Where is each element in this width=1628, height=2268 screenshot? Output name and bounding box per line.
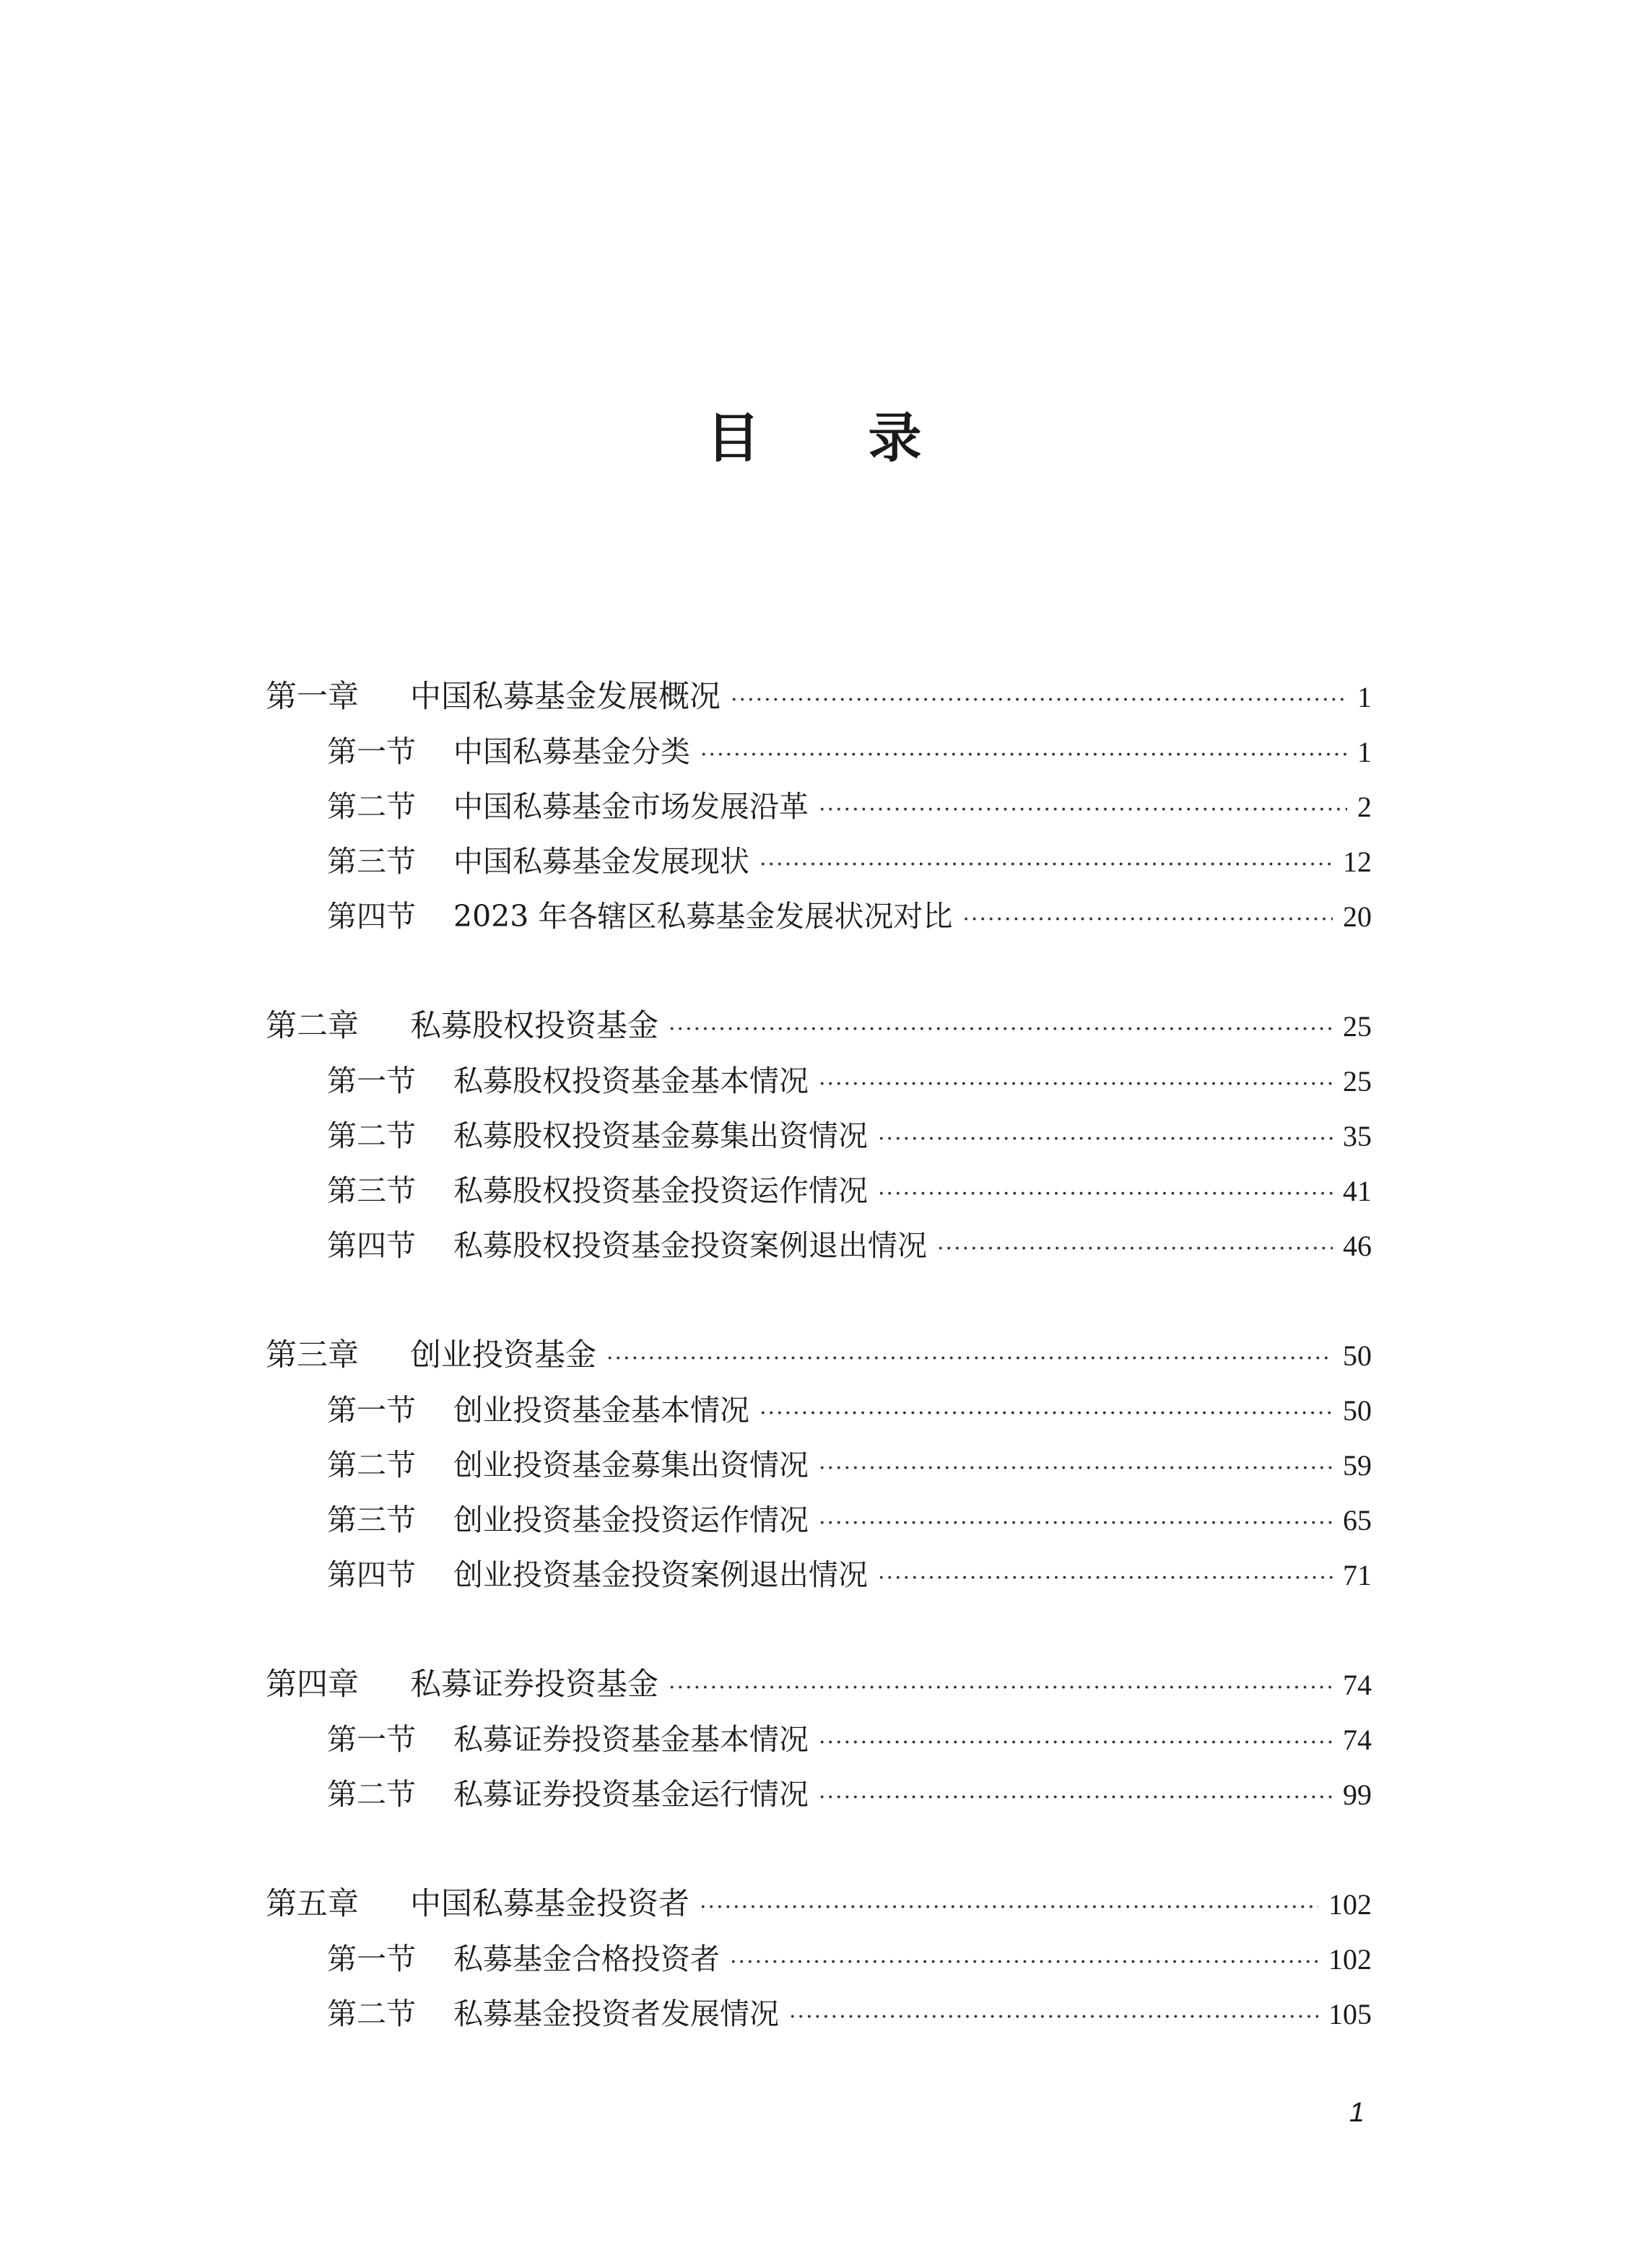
dot-leader xyxy=(819,1447,1333,1490)
dot-leader xyxy=(962,898,1333,942)
section-label: 第三节 xyxy=(327,1503,416,1537)
dot-leader xyxy=(819,1721,1333,1765)
page-ref: 102 xyxy=(1328,1943,1372,1976)
toc-section-entry[interactable] xyxy=(327,1114,1372,1157)
dot-leader xyxy=(878,1173,1333,1216)
section-title: 中国私募基金发展现状 xyxy=(453,844,749,879)
dot-leader xyxy=(937,1228,1333,1271)
dot-leader xyxy=(700,734,1347,777)
chapter-title: 私募股权投资基金 xyxy=(410,1008,658,1044)
page-ref: 41 xyxy=(1343,1175,1372,1207)
page-ref: 50 xyxy=(1343,1339,1372,1372)
toc-section-entry[interactable] xyxy=(327,1992,1372,2035)
page-ref: 74 xyxy=(1343,1724,1372,1756)
section-label: 第二节 xyxy=(327,1448,416,1482)
chapter-label: 第二章 xyxy=(266,1008,359,1044)
toc-section-entry[interactable] xyxy=(327,1443,1372,1487)
section-title: 创业投资基金投资案例退出情况 xyxy=(453,1557,868,1592)
page-ref: 12 xyxy=(1343,846,1372,878)
page-ref: 102 xyxy=(1328,1888,1372,1921)
page-ref: 50 xyxy=(1343,1394,1372,1427)
page-ref: 99 xyxy=(1343,1778,1372,1811)
section-label: 第一节 xyxy=(327,734,416,769)
page-ref: 1 xyxy=(1357,736,1372,768)
dot-leader xyxy=(878,1118,1333,1161)
section-label: 第二节 xyxy=(327,1118,416,1153)
section-label: 第二节 xyxy=(327,789,416,824)
dot-leader xyxy=(878,1557,1333,1600)
chapter-label: 第三章 xyxy=(266,1337,359,1373)
page-ref: 2 xyxy=(1357,791,1372,823)
title-char-1: 目 xyxy=(706,407,760,469)
page-ref: 59 xyxy=(1343,1449,1372,1482)
section-label: 第一节 xyxy=(327,1942,416,1976)
dot-leader xyxy=(606,1337,1333,1381)
toc-chapter-entry[interactable] xyxy=(266,1882,1372,1926)
toc-section-entry[interactable] xyxy=(327,840,1372,883)
toc-section-entry[interactable] xyxy=(327,895,1372,938)
dot-leader xyxy=(789,1996,1318,2039)
section-title: 私募证券投资基金运行情况 xyxy=(453,1777,809,1812)
section-title: 中国私募基金市场发展沿革 xyxy=(453,789,809,824)
page-ref: 20 xyxy=(1343,900,1372,933)
section-label: 第一节 xyxy=(327,1722,416,1757)
chapter-label: 第五章 xyxy=(266,1886,359,1922)
chapter-title: 中国私募基金投资者 xyxy=(410,1886,689,1922)
toc-section-entry[interactable] xyxy=(327,785,1372,828)
chapter-label: 第一章 xyxy=(266,679,359,715)
page-ref: 1 xyxy=(1357,681,1372,713)
page-ref: 74 xyxy=(1343,1669,1372,1701)
toc-section-entry[interactable] xyxy=(327,1937,1372,1981)
toc-section-entry[interactable] xyxy=(327,1773,1372,1816)
section-title: 创业投资基金基本情况 xyxy=(453,1393,749,1428)
page-title xyxy=(0,407,1628,469)
dot-leader xyxy=(819,788,1347,832)
section-label: 第一节 xyxy=(327,1393,416,1428)
toc-chapter-entry[interactable] xyxy=(266,1334,1372,1377)
toc-chapter-entry[interactable] xyxy=(266,675,1372,718)
section-label: 第四节 xyxy=(327,1557,416,1592)
section-title: 私募基金合格投资者 xyxy=(453,1942,720,1976)
toc-section-entry[interactable] xyxy=(327,1718,1372,1761)
toc-chapter-entry[interactable] xyxy=(266,1663,1372,1706)
section-label: 第三节 xyxy=(327,844,416,879)
section-label: 第四节 xyxy=(327,899,416,934)
dot-leader xyxy=(731,679,1347,722)
toc-section-entry[interactable] xyxy=(327,1059,1372,1103)
toc-section-entry[interactable] xyxy=(327,1389,1372,1432)
section-label: 第三节 xyxy=(327,1173,416,1208)
dot-leader xyxy=(669,1008,1333,1051)
chapter-title: 中国私募基金发展概况 xyxy=(410,679,721,715)
toc-section-entry[interactable] xyxy=(327,1169,1372,1212)
section-label: 第二节 xyxy=(327,1777,416,1812)
section-title: 2023 年各辖区私募基金发展状况对比 xyxy=(453,899,953,934)
section-title: 私募证券投资基金基本情况 xyxy=(453,1722,809,1757)
title-char-2: 录 xyxy=(868,407,922,469)
dot-leader xyxy=(759,1392,1333,1435)
page-ref: 65 xyxy=(1343,1504,1372,1537)
dot-leader xyxy=(700,1886,1318,1929)
dot-leader xyxy=(819,1063,1333,1106)
page-number: 1 xyxy=(1349,2098,1364,2128)
chapter-label: 第四章 xyxy=(266,1667,359,1703)
toc-section-entry[interactable] xyxy=(327,1224,1372,1267)
page-ref: 35 xyxy=(1343,1120,1372,1152)
page-ref: 25 xyxy=(1343,1065,1372,1098)
section-title: 私募基金投资者发展情况 xyxy=(453,1997,779,2031)
section-title: 私募股权投资基金基本情况 xyxy=(453,1064,809,1098)
dot-leader xyxy=(819,1502,1333,1545)
dot-leader xyxy=(759,843,1333,887)
section-title: 私募股权投资基金募集出资情况 xyxy=(453,1118,868,1153)
section-label: 第二节 xyxy=(327,1997,416,2031)
toc-section-entry[interactable] xyxy=(327,1553,1372,1596)
dot-leader xyxy=(730,1941,1318,1984)
toc-section-entry[interactable] xyxy=(327,730,1372,773)
section-title: 私募股权投资基金投资运作情况 xyxy=(453,1173,868,1208)
toc-section-entry[interactable] xyxy=(327,1498,1372,1542)
page-ref: 46 xyxy=(1343,1230,1372,1262)
section-label: 第一节 xyxy=(327,1064,416,1098)
page-ref: 25 xyxy=(1343,1010,1372,1043)
page-ref: 105 xyxy=(1328,1998,1372,2030)
page-ref: 71 xyxy=(1343,1559,1372,1591)
chapter-title: 创业投资基金 xyxy=(410,1337,596,1373)
section-title: 中国私募基金分类 xyxy=(453,734,690,769)
section-title: 创业投资基金投资运作情况 xyxy=(453,1503,809,1537)
section-title: 私募股权投资基金投资案例退出情况 xyxy=(453,1228,927,1263)
section-title: 创业投资基金募集出资情况 xyxy=(453,1448,809,1482)
dot-leader xyxy=(819,1776,1333,1820)
section-label: 第四节 xyxy=(327,1228,416,1263)
toc-chapter-entry[interactable] xyxy=(266,1004,1372,1048)
chapter-title: 私募证券投资基金 xyxy=(410,1667,658,1703)
dot-leader xyxy=(669,1667,1333,1710)
